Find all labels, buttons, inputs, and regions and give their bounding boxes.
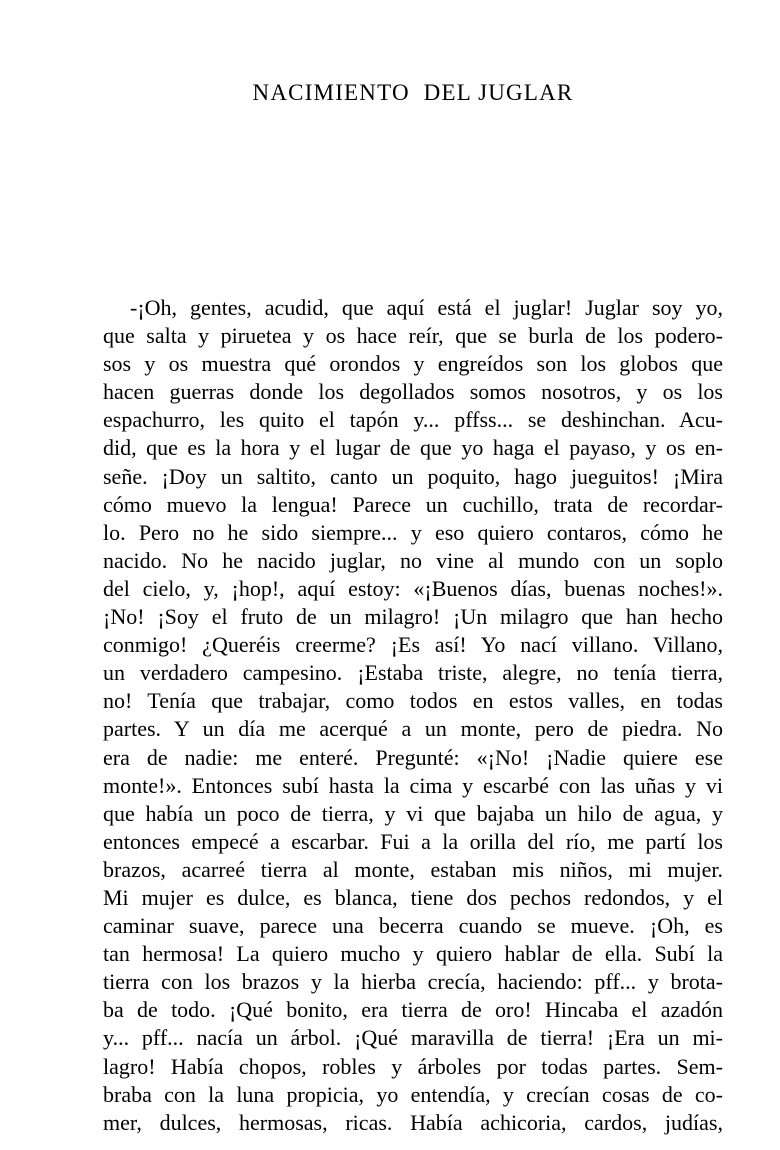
text-line: mer, dulces, hermosas, ricas. Había achicoria, cardos, judías,: [103, 1109, 723, 1135]
text-line: -¡Oh, gentes, acudid, que aquí está el juglar! Juglar soy yo,: [130, 295, 723, 320]
text-line: que salta y piruetea y os hace reír, que se burla de los podero-: [103, 323, 723, 349]
text-line: y... pff... nacía un árbol. ¡Qué maravilla de tierra! ¡Era un mi-: [103, 1025, 723, 1051]
text-line: que había un poco de tierra, y vi que bajaba un hilo de agua, y: [103, 800, 723, 826]
text-line: brazos, acarreé tierra al monte, estaban mis niños, mi mujer.: [103, 856, 723, 882]
text-line: hacen guerras donde los degollados somos nosotros, y os los: [103, 379, 723, 405]
text-line: conmigo! ¿Queréis creerme? ¡Es así! Yo nací villano. Villano,: [103, 632, 723, 658]
text-line: espachurro, les quito el tapón y... pffss... se deshinchan. Acu-: [103, 407, 723, 433]
text-line: entonces empecé a escarbar. Fui a la orilla del río, me partí los: [103, 828, 723, 854]
text-line: lo. Pero no he sido siempre... y eso quiero contaros, cómo he: [103, 519, 723, 545]
text-line: caminar suave, parece una becerra cuando se mueve. ¡Oh, es: [103, 913, 723, 939]
text-line: nacido. No he nacido juglar, no vine al mundo con un soplo: [103, 547, 723, 573]
text-line: tan hermosa! La quiero mucho y quiero hablar de ella. Subí la: [103, 941, 723, 967]
text-line: ¡No! ¡Soy el fruto de un milagro! ¡Un milagro que han hecho: [103, 604, 723, 630]
text-line: sos y os muestra qué orondos y engreídos son los globos que: [103, 351, 723, 377]
text-line: no! Tenía que trabajar, como todos en estos valles, en todas: [103, 688, 723, 714]
text-line: Mi mujer es dulce, es blanca, tiene dos pechos redondos, y el: [103, 884, 723, 910]
text-line: ba de todo. ¡Qué bonito, era tierra de oro! Hincaba el azadón: [103, 997, 723, 1023]
text-line: tierra con los brazos y la hierba crecía, haciendo: pff... y brota-: [103, 969, 723, 995]
text-line: cómo muevo la lengua! Parece un cuchillo, trata de recordar-: [103, 491, 723, 517]
text-line: del cielo, y, ¡hop!, aquí estoy: «¡Buenos días, buenas noches!».: [103, 575, 723, 601]
text-line: lagro! Había chopos, robles y árboles por todas partes. Sem-: [103, 1053, 723, 1079]
chapter-title: NACIMIENTO DEL JUGLAR: [252, 80, 574, 105]
text-line: monte!». Entonces subí hasta la cima y escarbé con las uñas y vi: [103, 772, 723, 798]
text-line: did, que es la hora y el lugar de que yo haga el payaso, y os en-: [103, 435, 723, 461]
body-text: [103, 294, 723, 1137]
text-line: un verdadero campesino. ¡Estaba triste, alegre, no tenía tierra,: [103, 660, 723, 686]
text-line: señe. ¡Doy un saltito, canto un poquito, hago jueguitos! ¡Mira: [103, 463, 723, 489]
text-line: partes. Y un día me acerqué a un monte, pero de piedra. No: [103, 716, 723, 742]
text-line: braba con la luna propicia, yo entendía, y crecían cosas de co-: [103, 1081, 723, 1107]
text-line: era de nadie: me enteré. Pregunté: «¡No! ¡Nadie quiere ese: [103, 744, 723, 770]
